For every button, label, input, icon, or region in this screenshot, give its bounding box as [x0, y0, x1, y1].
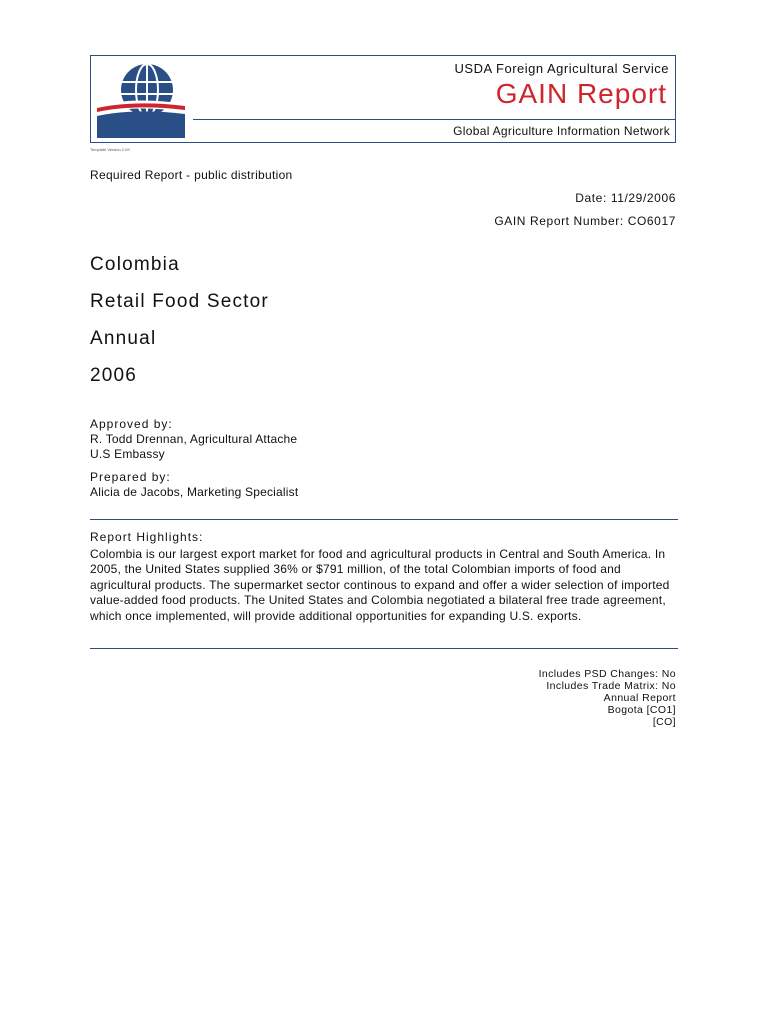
- approved-label: Approved by:: [90, 417, 173, 431]
- country-code: [CO]: [652, 716, 676, 728]
- report-date: Date: 11/29/2006: [575, 191, 676, 205]
- globe-logo-icon: [95, 60, 187, 138]
- approved-org: U.S Embassy: [90, 447, 165, 461]
- approved-name: R. Todd Drennan, Agricultural Attache: [90, 432, 298, 446]
- gain-report-title: GAIN Report: [495, 78, 667, 109]
- psd-changes: Includes PSD Changes: No: [538, 668, 676, 680]
- report-type: Annual Report: [603, 692, 676, 704]
- title-type: Annual: [90, 328, 157, 349]
- report-header: [90, 55, 676, 143]
- agency-name: USDA Foreign Agricultural Service: [454, 61, 669, 76]
- header-divider: [193, 119, 675, 120]
- post-name: Bogota [CO1]: [607, 704, 676, 716]
- report-number: GAIN Report Number: CO6017: [494, 214, 676, 228]
- report-metadata: [539, 668, 676, 728]
- prepared-name: Alicia de Jacobs, Marketing Specialist: [90, 485, 299, 499]
- title-year: 2006: [90, 365, 138, 386]
- highlights-bottom-rule: [90, 648, 678, 649]
- prepared-label: Prepared by:: [90, 470, 171, 484]
- trade-matrix: Includes Trade Matrix: No: [546, 680, 676, 692]
- highlights-text: Colombia is our largest export market for food and agricultural products in Central and South America. In 2005, the United States supplied 36% or $791 million, of the total Colombian imports of food and agricultural products. The supermarket sector continous to expand and offer a wider selection of imported value-added food products. The United States and Colombia negotiated a bilateral free trade agreement, which once implemented, will provide additional opportunities for expanding U.S. exports.: [90, 547, 670, 623]
- title-country: Colombia: [90, 254, 180, 275]
- highlights-label: Report Highlights:: [90, 530, 204, 544]
- highlights-top-rule: [90, 519, 678, 520]
- template-version: Template Version 2.09: [90, 147, 130, 152]
- title-subject: Retail Food Sector: [90, 291, 269, 312]
- distribution-note: Required Report - public distribution: [90, 168, 293, 182]
- network-name: Global Agriculture Information Network: [453, 124, 670, 138]
